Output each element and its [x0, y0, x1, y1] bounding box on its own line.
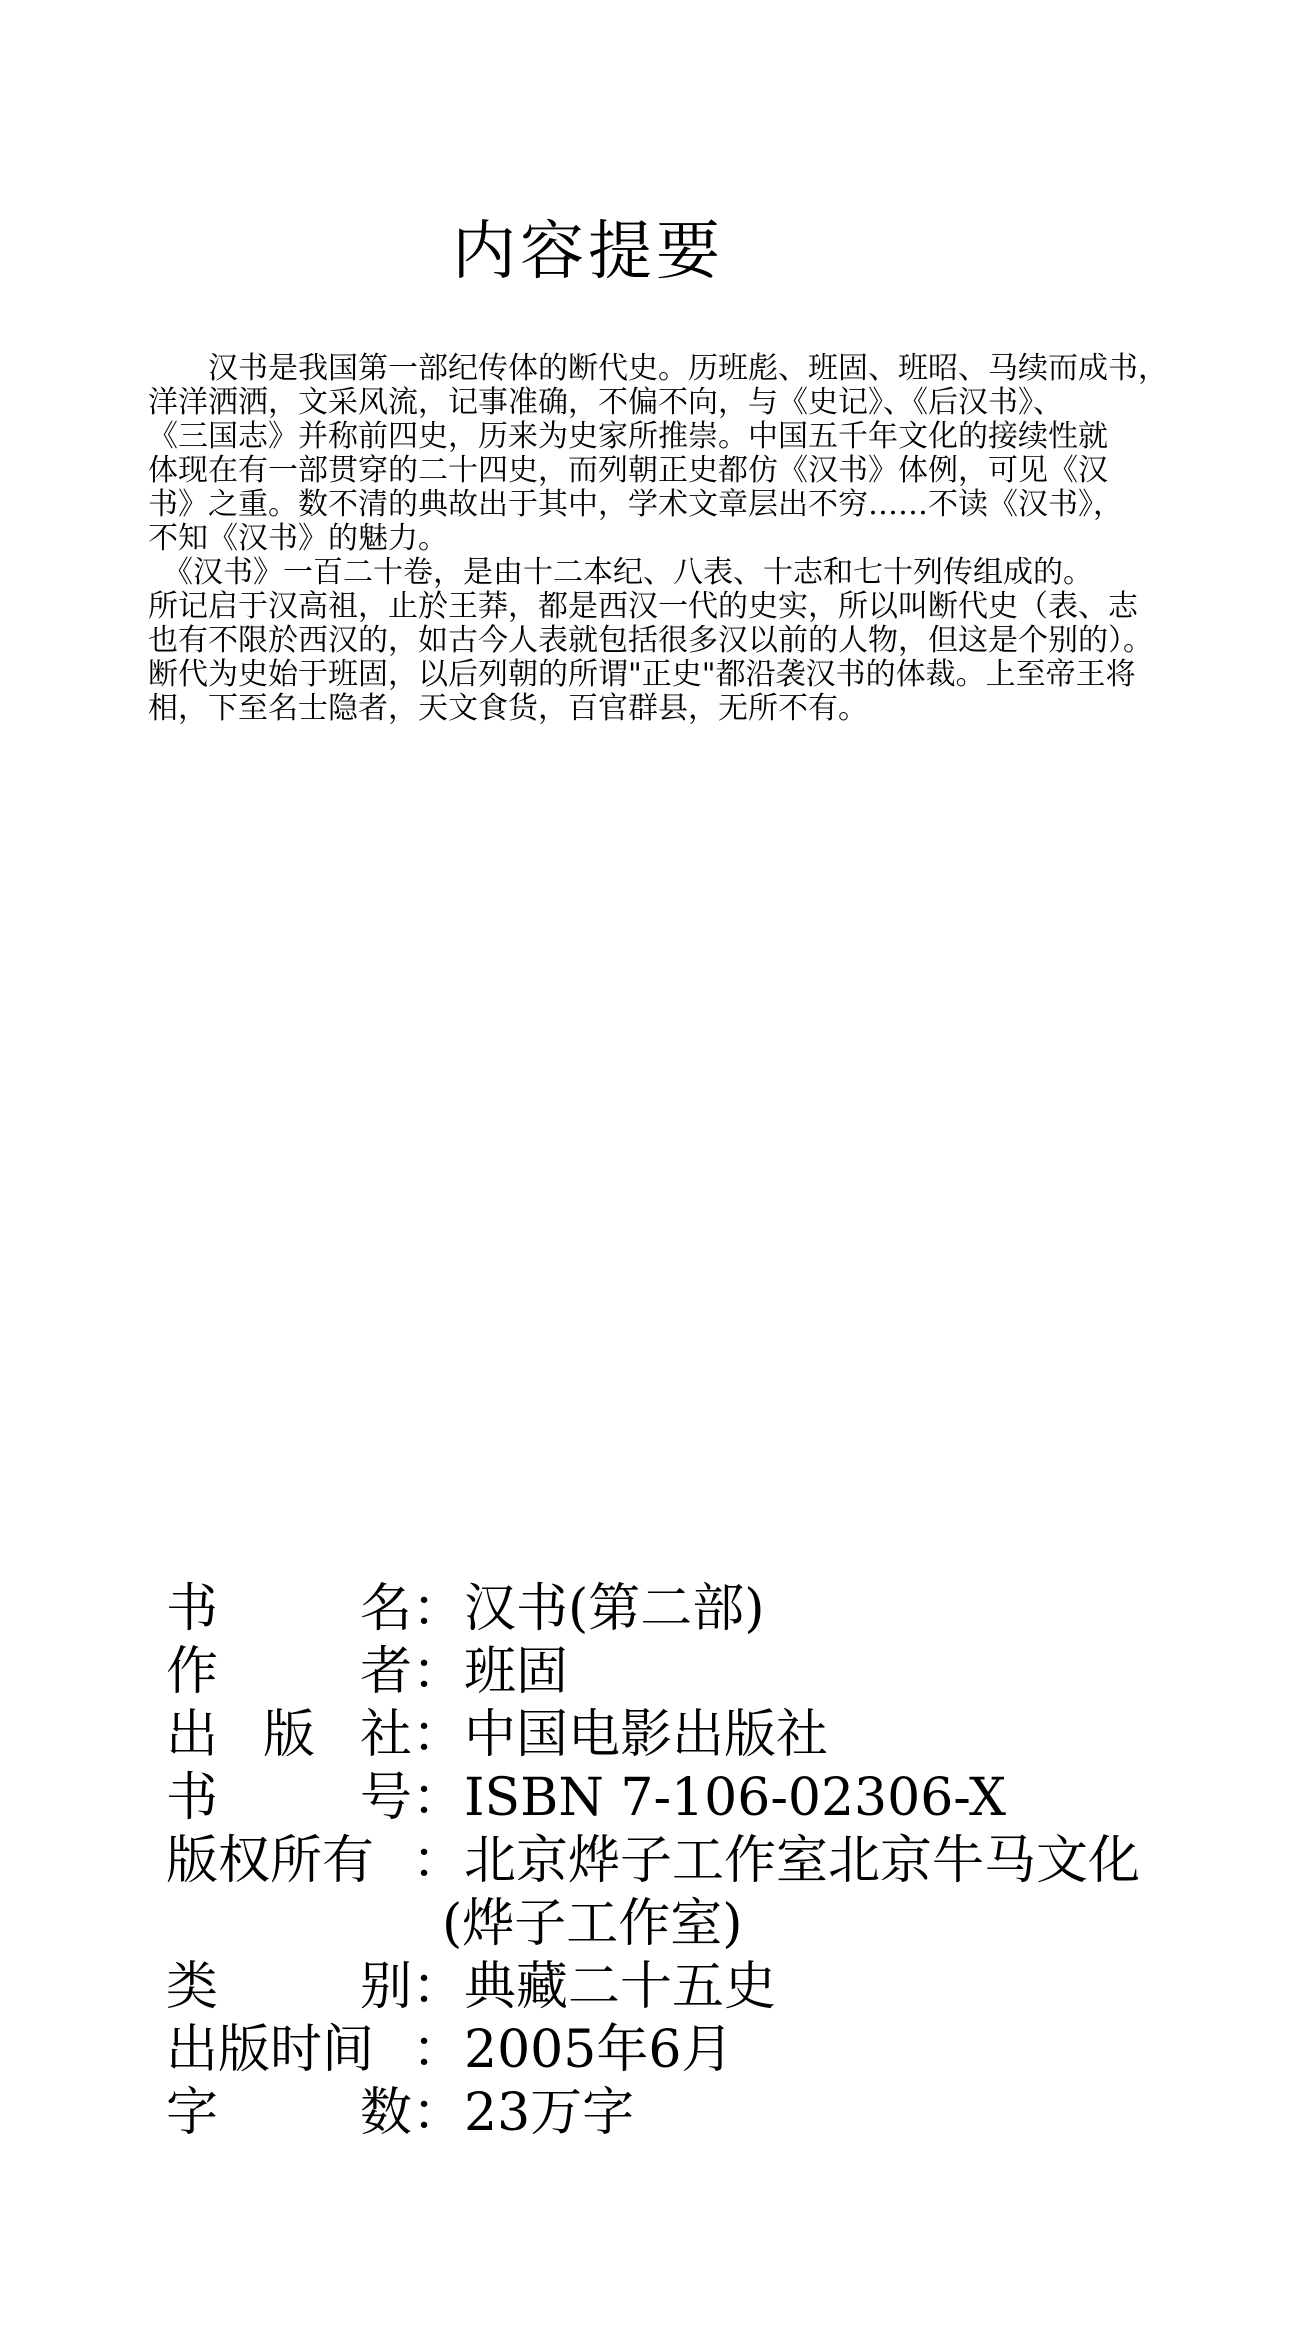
info-row-word-count — [166, 2082, 1140, 2145]
info-value: 班固 — [464, 1642, 569, 1702]
book-info — [166, 1578, 1140, 2145]
info-colon: ： — [412, 1831, 465, 1891]
info-value: 北京烨子工作室北京牛马文化 — [464, 1831, 1141, 1891]
info-value: 2005年6月 — [464, 2020, 734, 2080]
summary-line: 断代为史始于班固，以后列朝的所谓"正史"都沿袭汉书的体裁。上至帝王将 — [148, 657, 1136, 692]
info-value: ISBN 7-106-02306-X — [464, 1768, 1007, 1828]
summary-line: 也有不限於西汉的，如古今人表就包括很多汉以前的人物，但这是个别的）。 — [148, 623, 1153, 658]
page-title: 内容提要 — [452, 215, 724, 289]
summary-line: 《汉书》一百二十卷，是由十二本纪、八表、十志和七十列传组成的。 — [148, 555, 1093, 590]
info-row-pub-date — [166, 2019, 1140, 2082]
info-label: 字 数 — [166, 2083, 412, 2143]
info-label: 书 号 — [166, 1768, 412, 1828]
info-colon: ： — [412, 1768, 465, 1828]
summary-line: 《三国志》并称前四史，历来为史家所推崇。中国五千年文化的接续性就 — [148, 419, 1108, 454]
info-colon: ： — [412, 1642, 465, 1702]
info-row-publisher — [166, 1704, 1140, 1767]
info-label: 出版时间 — [166, 2020, 375, 2080]
info-row-isbn — [166, 1767, 1140, 1830]
info-colon: ： — [412, 1579, 465, 1639]
info-value: 23万字 — [464, 2083, 635, 2143]
info-row-category — [166, 1956, 1140, 2019]
info-colon: ： — [412, 2020, 465, 2080]
info-colon: ： — [412, 1957, 465, 2017]
info-row-copyright — [166, 1830, 1140, 1893]
info-colon: ： — [412, 2083, 465, 2143]
info-label: 出 版 社 — [166, 1705, 412, 1765]
info-value: 中国电影出版社 — [464, 1705, 829, 1765]
info-row-book-name — [166, 1578, 1140, 1641]
info-label: 作 者 — [166, 1642, 412, 1702]
info-label: 书 名 — [166, 1579, 412, 1639]
summary-line: 洋洋洒洒，文采风流，记事准确，不偏不向，与《史记》、《后汉书》、 — [148, 385, 1063, 420]
info-value: 典藏二十五史 — [464, 1957, 777, 2017]
summary-line: 所记启于汉高祖，止於王莽，都是西汉一代的史实，所以叫断代史（表、志 — [148, 589, 1138, 624]
info-value: 汉书(第二部) — [464, 1579, 765, 1639]
summary-line: 汉书是我国第一部纪传体的断代史。历班彪、班固、班昭、马续而成书， — [148, 351, 1168, 386]
summary-text — [148, 352, 1268, 726]
info-value: (烨子工作室) — [442, 1894, 743, 1954]
summary-line: 不知《汉书》的魅力。 — [148, 521, 448, 556]
info-colon: ： — [412, 1705, 465, 1765]
summary-line: 相，下至名士隐者，天文食货，百官群县，无所不有。 — [148, 691, 868, 726]
summary-line: 体现在有一部贯穿的二十四史，而列朝正史都仿《汉书》体例，可见《汉 — [148, 453, 1108, 488]
summary-line: 书》之重。数不清的典故出于其中，学术文章层出不穷……不读《汉书》， — [148, 487, 1123, 522]
info-row-copyright-cont — [166, 1893, 1140, 1956]
info-label: 版权所有 — [166, 1831, 375, 1891]
info-row-author — [166, 1641, 1140, 1704]
info-label: 类 别 — [166, 1957, 412, 2017]
